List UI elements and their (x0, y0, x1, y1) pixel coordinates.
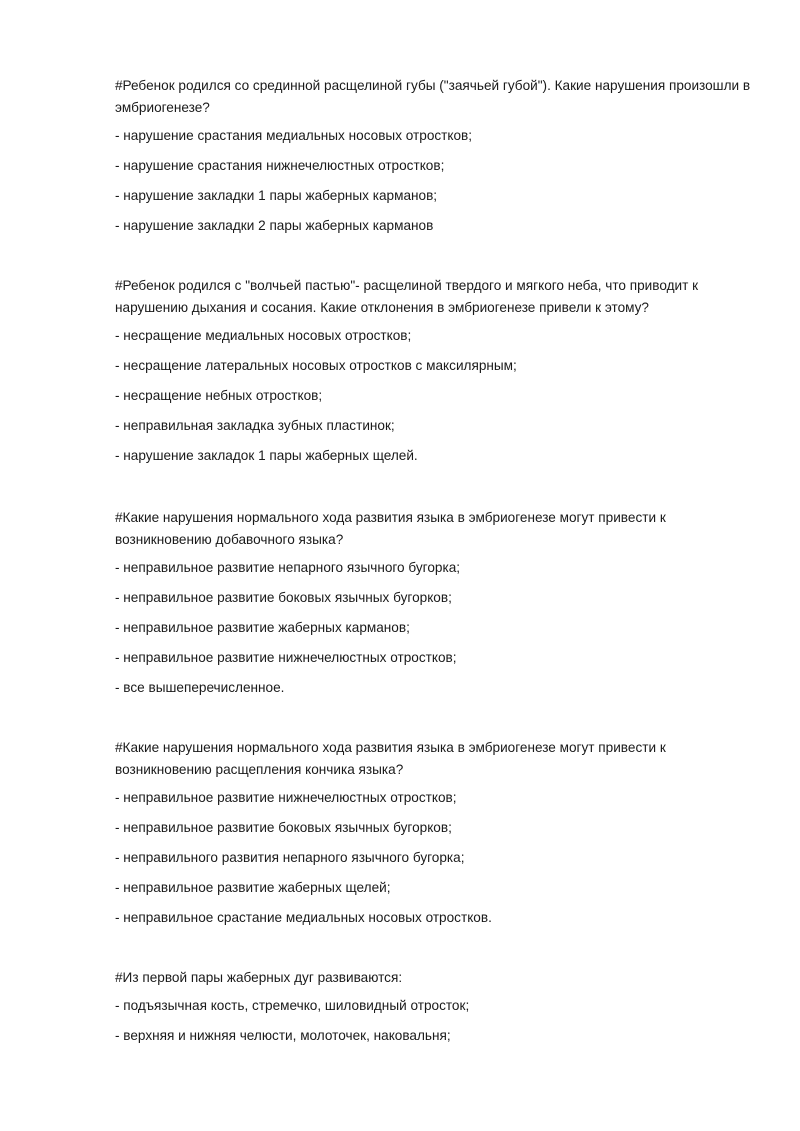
question-text: #Ребенок родился со срединной расщелиной губы ("заячьей губой"). Какие нарушения произошли в эмбриогенезе? (115, 78, 751, 115)
answer-option: - неправильное развитие жаберных карманов; (115, 620, 410, 635)
answer-option: - неправильное развитие нижнечелюстных отростков; (115, 650, 457, 665)
answer-option: - неправильное развитие боковых язычных бугорков; (115, 590, 452, 605)
answer-option: - подъязычная кость, стремечко, шиловидный отросток; (115, 998, 470, 1013)
question-4 (115, 737, 755, 927)
question-text: #Из первой пары жаберных дуг развиваются: (115, 970, 403, 985)
answer-option: - верхняя и нижняя челюсти, молоточек, наковальня; (115, 1028, 451, 1043)
question-text: #Ребенок родился с "волчьей пастью"- расщелиной твердого и мягкого неба, что приводит к нарушению дыхания и сосания. Какие отклонения в эмбриогенезе привели к этому? (115, 278, 699, 315)
answer-option: - неправильное развитие боковых язычных бугорков; (115, 820, 452, 835)
answer-option: - несращение латеральных носовых отростков с максилярным; (115, 358, 517, 373)
answer-option: - неправильное срастание медиальных носовых отростков. (115, 910, 492, 925)
answer-option: - неправильное развитие нижнечелюстных отростков; (115, 790, 457, 805)
question-text: #Какие нарушения нормального хода развития языка в эмбриогенезе могут привести к возникновению расщепления кончика языка? (115, 740, 666, 777)
answer-option: - неправильная закладка зубных пластинок; (115, 418, 395, 433)
answer-option: - нарушение срастания медиальных носовых отростков; (115, 128, 473, 143)
answer-option: - нарушение закладки 1 пары жаберных карманов; (115, 188, 438, 203)
answer-option: - нарушение закладки 2 пары жаберных карманов (115, 218, 434, 233)
answer-option: - неправильное развитие непарного язычного бугорка; (115, 560, 461, 575)
question-3 (115, 507, 755, 697)
answer-option: - нарушение срастания нижнечелюстных отростков; (115, 158, 445, 173)
question-5 (115, 967, 755, 1045)
answer-option: - все вышеперечисленное. (115, 680, 285, 695)
question-1 (115, 75, 755, 235)
question-2 (115, 275, 755, 465)
answer-option: - неправильного развития непарного язычного бугорка; (115, 850, 465, 865)
answer-option: - несращение медиальных носовых отростков; (115, 328, 412, 343)
question-text: #Какие нарушения нормального хода развития языка в эмбриогенезе могут привести к возникновению добавочного языка? (115, 510, 666, 547)
answer-option: - неправильное развитие жаберных щелей; (115, 880, 391, 895)
answer-option: - несращение небных отростков; (115, 388, 323, 403)
answer-option: - нарушение закладок 1 пары жаберных щелей. (115, 448, 418, 463)
